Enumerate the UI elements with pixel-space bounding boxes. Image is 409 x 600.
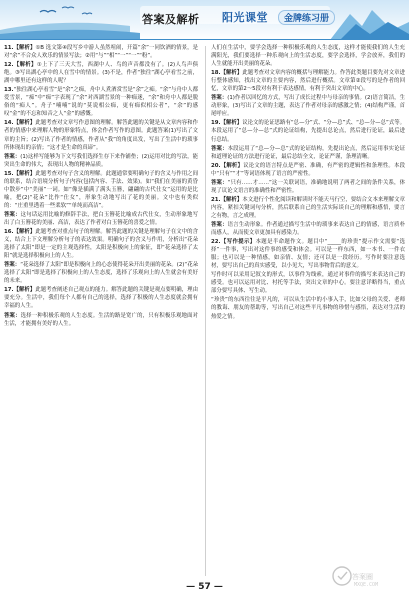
header-title-series: 阳光课堂 [222,11,268,24]
header-title-book: 金牌练习册 [278,10,335,25]
entry-label: 19.【解析】 [211,120,243,127]
answer-entry [211,271,405,295]
answer-entry [211,221,405,237]
entry-text: 议论文的语言特点是严密、准确，有严密的逻辑性和条理性。本段中“只有”“才”等词语体现了语言的严密性。 [211,162,405,177]
entry-text: “花朵选择了太阳”即是积极向上的心态使得花朵开出美丽的花朵。(2)“花朵选择了太阳”即是选择了积极向上的人生态度，选择了乐观向上的人生就会有美好的未来。 [4,262,198,285]
entry-label: 答案： [211,145,228,152]
entry-label: 答案： [4,312,21,319]
entry-text: 语言生动形象。作者通过描写生活中的琐事来表达自己的情感，语言质朴而感人，从而使文章更加具有感染力。 [211,221,405,237]
entry-text: 此题考查对重点句子的理解。解答此题的关键是理解句子在文中的含义，结合上下文理解分析句子的表达效果。明确句子的含义与作用，分析出“花朵选择了太阳”即是一定的主观选择性，太阳是积极向上的象征，即“花朵选择了太阳”就是选择积极向上的人生。 [4,229,198,260]
entry-text: ①上下了三天大雪，西湖中人、鸟的声音都没有了。(2)人鸟声俱绝。③写出湖心亭中的人在雪中的情景。(3)不是，作者“独往”湖心亭看雪之前，湖中哪里还有这样的人呢？ [4,62,198,85]
answer-entry [211,69,405,93]
entry-text: 本题是半命题作文。题目中“_____的珍贵”提示作文需要“选择”一件事，写出对这件事的感受和体会。可以是一样东西，如一本书、一件衣服；也可以是一种情感，如亲情、友情；还可以是一段经历。写作时要注意选材，要写出自己的真实感受，以小见大，写出事物背后的意义。 [211,239,405,270]
entry-label: 20.【解析】 [211,162,244,169]
answer-entry [4,170,198,210]
column-divider [205,46,206,576]
entry-text: 本段运用了“总—分—总”式的论证结构，先提出论点，然后运用事实论证和道理论证的方法进行论证，最后总结全文，论证严谨，条理清晰。 [211,145,405,160]
entry-label: 21.【解析】 [211,196,243,203]
entry-label: 答案： [211,221,228,228]
entry-text: 议论文的论证思路有“总—分”式、“分—总”式、“总—分—总”式等。本段运用了“总—分—总”式的论证结构，先提出总论点，然后进行论证，最后进行总结。 [211,120,405,143]
answer-entry [211,238,405,270]
entry-label: 14.【解析】 [4,120,36,127]
entry-label: 18.【解析】 [211,70,243,77]
right-column [211,44,405,580]
entry-label: 答案： [211,179,228,186]
entry-label: 12.【解析】 [4,62,37,69]
answer-entry [211,94,405,118]
entry-text: ①B 选文第④段写乡中游人虽然喧闹，开篇“余”一同饮酒的情景，是对“余”不合众人欢乐的情景写法；②用“与”“相”“一”“一”“粉”。 [4,45,198,60]
answer-entry [4,286,198,310]
answer-entry [211,196,405,220]
entry-text: (1)这样写能够为下文写我们选择生存下来作铺垫；(2)运用对比的写法，能突出生命的伟大，表现出人物的精神品质。 [4,153,198,168]
answer-entry [4,44,198,60]
entry-label: 16.【解析】 [4,229,36,236]
entry-text: (1)作者以回忆的方式，写出了成长过程中与母亲的事情。(2)语言简洁，生动形象，(3)写出了文章的主题，表达了作者对母亲的感激之情；(4)结构严谨，首尾呼应。 [211,95,405,118]
entry-label: 13. [4,87,14,94]
answer-entry [4,261,198,285]
entry-label: 答案： [4,211,21,218]
entry-label: 答案： [211,95,228,102]
answer-entry [211,179,405,195]
answer-entry [4,153,198,169]
entry-text: 此题考查对文章内容的概括与理解能力。作答此类题目要先对文章进行整体感知，找出文章的主要内容，然后进行概括。文章第②段写的是作者的回忆，文章的第2～5段对有利于表达感情，有利于突出文章的中心。 [211,70,405,93]
watermark [330,558,400,594]
answer-entry [211,162,405,178]
answer-entry [4,211,198,227]
answer-entry [4,312,198,328]
entry-text: 选择一种积极乐观的人生态度。生活的路是宽广的，只有积极乐观地面对生活，才能拥有美好的人生。 [4,312,198,327]
answer-entry [211,44,405,68]
answer-entry [211,145,405,161]
entry-text: 此题考查阐述自己观点的能力。解答此题的关键是观点要明确，理由要充分。生活中，我们每个人都有自己的选择，选择了积极的人生态度就会拥有幸福的人生。 [4,287,198,310]
answer-entry [4,86,198,118]
entry-text: 本文进行个性化阅读和解读时不能天马行空，要结合文本来理解文章内容，紧扣关键词句分析，然后联系自己的生活实际谈自己的理解和感悟，要言之有物，言之成理。 [211,196,405,219]
entry-text: 人们在生活中，要学会选择一种积极乐观的人生态度，这样才能使我们的人生充满阳光，我们要选择一种乐观向上的生活态度，要学会选择，学会放弃，我们的人生就能开出美丽的花朵。 [211,45,405,68]
answer-entry [211,296,405,320]
header-banner [0,0,409,40]
header-title-main: 答案及解析 [142,13,200,26]
entry-label: 22.【写作提示】 [211,239,256,246]
entry-text: 此题考查对句子含义的理解。此题通常要明确句子的含义与作用之间的联系，结合语境分析句子内容(包括内容、手法、效果)。如“我们在美丽的黄昏中散步”中“美丽”一词。如“像是插满了满头玉簪，翩翩的古代仕女”运用的是比喻，把(2)“花朵”比作“仕女”，形象生动地写出了花的美丽。文中也有类似的：“庄重里透着一些柔软”“单纯而高洁”。 [4,170,198,209]
entry-text: 写作时可以采用记叙文的形式，以事件为线索，通过对事件的描写来表达自己的感受。也可以运用对比、衬托等手法，突出文章的中心。要注意详略得当，重点部分要写具体、写生动。 [211,272,405,295]
entry-text: “珍贵”的东西往往是平凡的，可以从生活中的小事入手，比如父母的关爱、老师的教诲、朋友的帮助等，写出自己对这些平凡事物的珍惜与感悟，表达对生活的热爱之情。 [211,297,405,320]
watermark-url: MXQE.COM [354,582,379,588]
answer-entry [4,119,198,151]
answer-entry [211,119,405,143]
entry-label: 答案： [4,153,21,160]
entry-label: 15.【解析】 [4,170,36,177]
entry-text: “只有……才……”这一关联词语，准确地说明了两者之间的条件关系，体现了议论文语言的准确性和严密性。 [211,179,405,194]
entry-label: 答案： [4,262,21,269]
answer-entry [4,61,198,85]
entry-label: 11.【解析】 [4,45,36,51]
entry-text: “独往湖心亭看雪”是“余”之痴，舟中人煮酒赏雪是“余”之痴。“余”与舟中人都爱雪景，“痴”中“痴”字表现了“余”对西湖雪景的一种痴迷，“余”和舟中人都是脱俗的“痴人”。舟子“喃喃”说的“莫说相公痴，更有痴似相公者”，“余”的感叹“金”的不忘和知音之人“金”的感慨。 [4,87,198,118]
watermark-text: 答案圈 [352,573,373,581]
left-column [4,44,198,580]
entry-text: 这句话运用比喻的修辞手法，把白玉簪花比喻成古代仕女，生动形象地写出了白玉簪花的美丽、高洁，表达了作者对白玉簪花的喜爱之情。 [4,211,198,226]
banner-background [0,0,409,40]
entry-text: 此题考查对文章写作意图的理解。解答此题的关键是从文章内容和作者的情感中来理解人物的形象特点，体会作者写作的意图。此题答案(1)写出了文章的主旨；(2)写出了作者的情感，作者从“我”的角度出发，写出了生活中的琐事所体现出的亲情；“这才是生命的真谛”。 [4,120,198,151]
entry-label: 17.【解析】 [4,287,36,294]
page-number: — 57 — [186,582,223,592]
answer-entry [4,228,198,260]
